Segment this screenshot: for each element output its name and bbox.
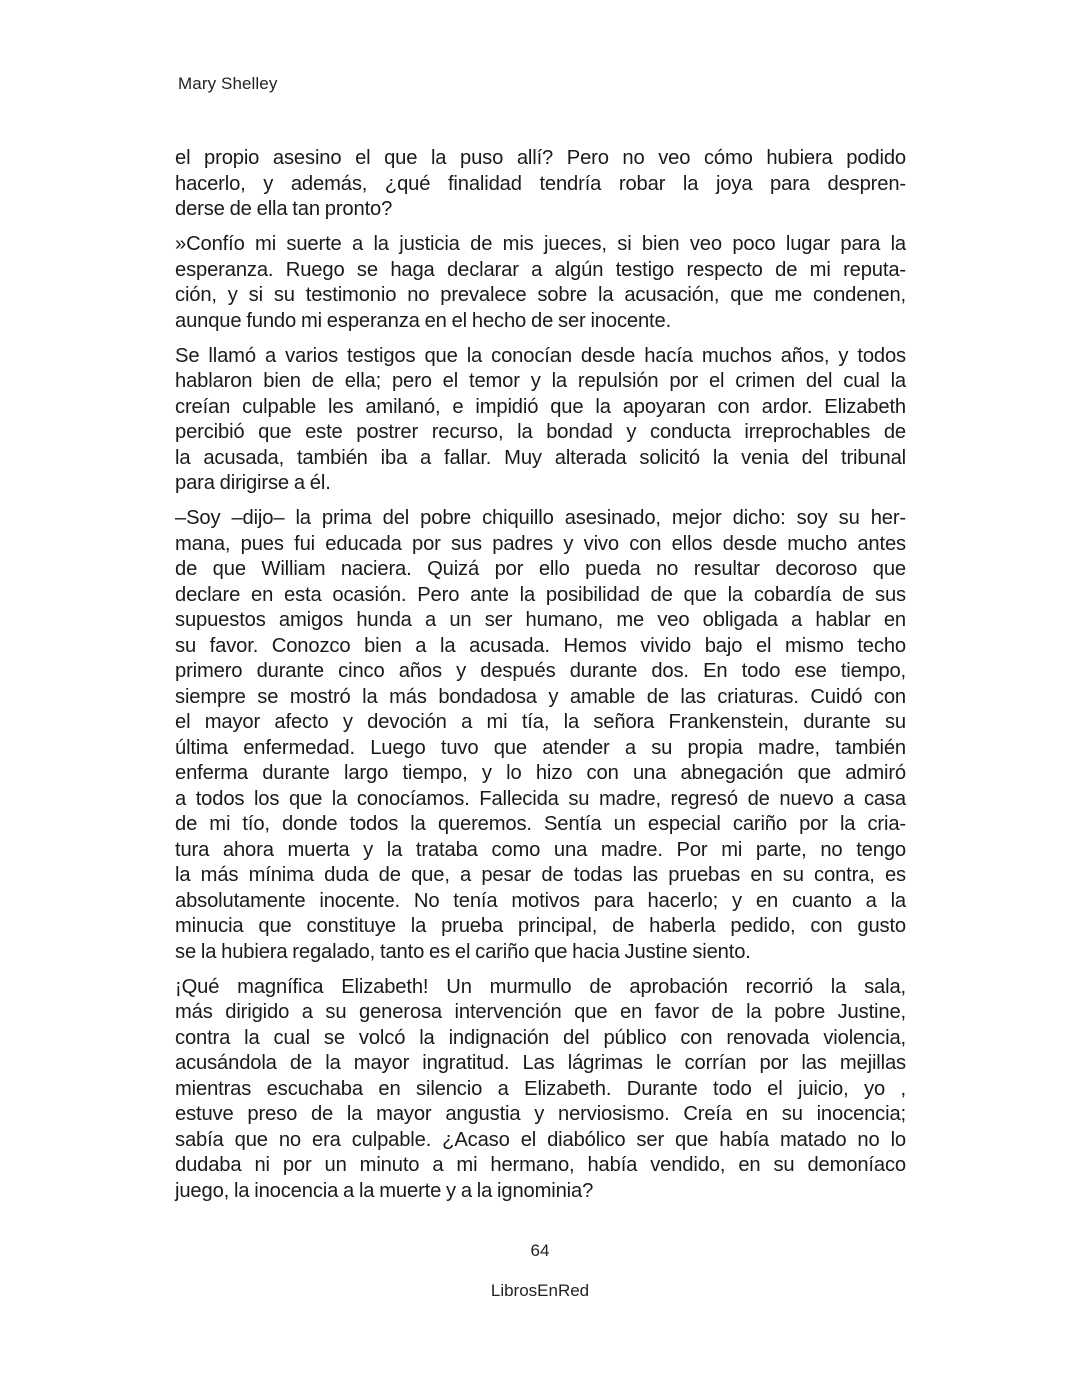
- text-line: esperanza. Ruego se haga declarar a algún testigo respecto de mi reputa-: [175, 258, 906, 281]
- text-line: acusándola de la mayor ingratitud. Las lágrimas le corrían por las mejillas: [175, 1052, 906, 1074]
- text-line: enferma durante largo tiempo, y lo hizo con una abnegación que admiró: [175, 762, 906, 784]
- text-line: de mi tío, donde todos la queremos. Sentía un especial cariño por la cria-: [175, 813, 906, 835]
- text-line: percibió que este postrer recurso, la bondad y conducta irreprochables de: [175, 421, 906, 443]
- text-line: la acusada, también iba a fallar. Muy alterada solicitó la venia del tribunal: [175, 446, 906, 469]
- text-line: estuve preso de la mayor angustia y nerviosismo. Creía en su inocencia;: [175, 1103, 906, 1125]
- running-head-author: Mary Shelley: [178, 74, 278, 93]
- text-line: Se llamó a varios testigos que la conocían desde hacía muchos años, y todos: [175, 344, 906, 367]
- text-line: supuestos amigos hunda a un ser humano, me veo obligada a hablar en: [175, 609, 906, 631]
- paragraph: [175, 146, 906, 223]
- page-body: [175, 146, 906, 1214]
- text-line: derse de ella tan pronto?: [175, 198, 393, 220]
- text-line: el mayor afecto y devoción a mi tía, la señora Frankenstein, durante su: [175, 711, 906, 733]
- text-line: –Soy –dijo– la prima del pobre chiquillo asesinado, mejor dicho: soy su her-: [175, 507, 906, 529]
- text-line: absolutamente inocente. No tenía motivos para hacerlo; y en cuanto a la: [175, 889, 906, 912]
- text-line: para dirigirse a él.: [175, 472, 331, 494]
- text-line: a todos los que la conocíamos. Fallecida su madre, regresó de nuevo a casa: [175, 787, 906, 810]
- text-line: minucia que constituye la prueba principal, de haberla pedido, con gusto: [175, 915, 906, 937]
- text-line: creían culpable les amilanó, e impidió que la apoyaran con ardor. Elizabeth: [175, 395, 906, 418]
- text-line: más dirigido a su generosa intervención que en favor de la pobre Justine,: [175, 1001, 906, 1023]
- text-line: »Confío mi suerte a la justicia de mis jueces, si bien veo poco lugar para la: [175, 233, 906, 255]
- text-line: hablaron bien de ella; pero el temor y la repulsión por el crimen del cual la: [175, 370, 906, 392]
- text-line: mientras escuchaba en silencio a Elizabeth. Durante todo el juicio, yo ,: [175, 1077, 906, 1100]
- text-line: mana, pues fui educada por sus padres y vivo con ellos desde mucho antes: [175, 532, 906, 555]
- text-line: ción, y si su testimonio no prevalece sobre la acusación, que me condenen,: [175, 284, 906, 306]
- paragraph: [175, 344, 906, 497]
- text-line: aunque fundo mi esperanza en el hecho de ser inocente.: [175, 309, 672, 332]
- text-line: hacerlo, y además, ¿qué finalidad tendría robar la joya para despren-: [175, 172, 906, 195]
- text-line: primero durante cinco años y después durante dos. En todo ese tiempo,: [175, 660, 906, 682]
- paragraph: [175, 975, 906, 1205]
- text-line: sabía que no era culpable. ¿Acaso el diabólico ser que había matado no lo: [175, 1128, 906, 1151]
- text-line: dudaba ni por un minuto a mi hermano, había vendido, en su demoníaco: [175, 1154, 906, 1176]
- text-line: última enfermedad. Luego tuvo que atender a su propia madre, también: [175, 736, 906, 759]
- text-line: se la hubiera regalado, tanto es el cariño que hacia Justine siento.: [175, 940, 751, 963]
- text-line: tura ahora muerta y la trataba como una madre. Por mi parte, no tengo: [175, 838, 906, 861]
- text-line: contra la cual se volcó la indignación del público con renovada violencia,: [175, 1026, 906, 1049]
- publisher-footer: LibrosEnRed: [490, 1281, 590, 1300]
- text-line: el propio asesino el que la puso allí? Pero no veo cómo hubiera podido: [175, 147, 906, 169]
- text-line: su favor. Conozco bien a la acusada. Hemos vivido bajo el mismo techo: [175, 634, 906, 657]
- paragraph: [175, 506, 906, 965]
- text-line: declare en esta ocasión. Pero ante la posibilidad de que la cobardía de sus: [175, 583, 906, 606]
- text-line: de que William naciera. Quizá por ello pueda no resultar decoroso que: [175, 558, 906, 580]
- paragraph: [175, 232, 906, 334]
- text-line: la más mínima duda de que, a pesar de todas las pruebas en su contra, es: [175, 864, 906, 886]
- text-line: siempre se mostró la más bondadosa y amable de las criaturas. Cuidó con: [175, 685, 906, 708]
- text-line: ¡Qué magnífica Elizabeth! Un murmullo de aprobación recorrió la sala,: [175, 975, 906, 998]
- page-number: 64: [530, 1241, 550, 1260]
- text-line: juego, la inocencia a la muerte y a la ignominia?: [175, 1179, 594, 1202]
